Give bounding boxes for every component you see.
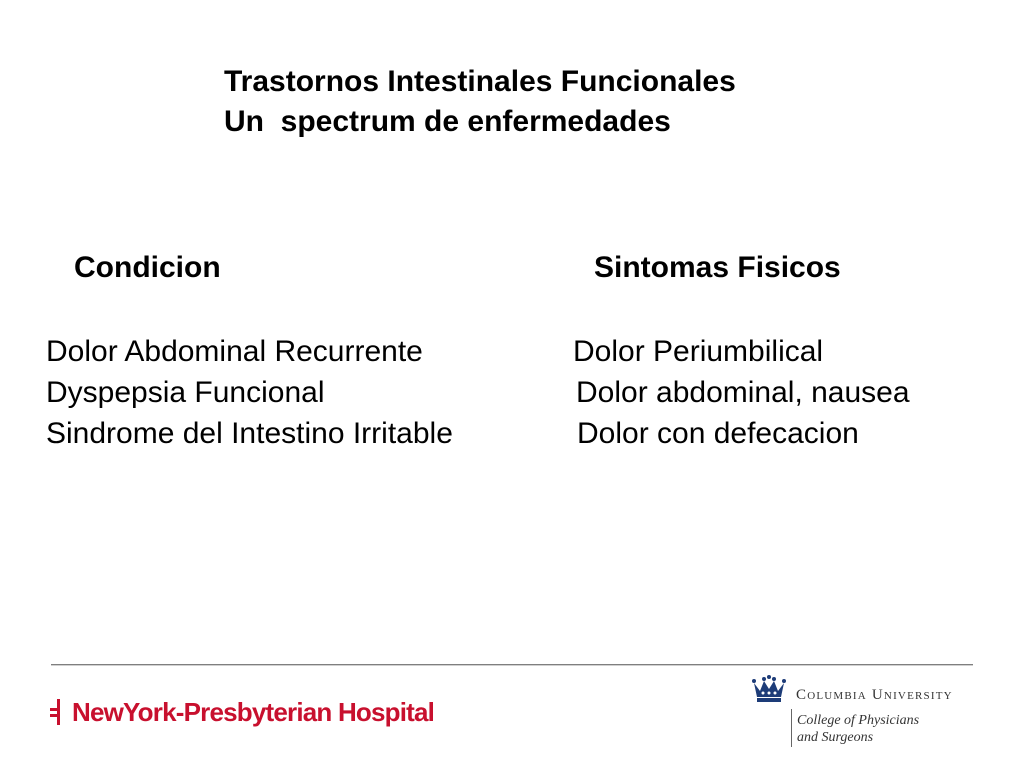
condition-item: Dolor Abdominal Recurrente: [46, 335, 423, 368]
symptom-item: Dolor con defecacion: [577, 417, 859, 450]
condition-item: Sindrome del Intestino Irritable: [46, 417, 453, 450]
columbia-divider: [791, 709, 792, 747]
nyp-logo-icon: [50, 699, 68, 725]
title-line-1: Trastornos Intestinales Funcionales: [224, 65, 736, 98]
symptom-item: Dolor abdominal, nausea: [576, 376, 910, 409]
nyp-logo: [50, 696, 434, 728]
condition-item: Dyspepsia Funcional: [46, 376, 325, 409]
columbia-university-name: Columbia University: [796, 687, 953, 703]
condition-column-header: Condicion: [74, 251, 221, 284]
symptom-item: Dolor Periumbilical: [573, 335, 824, 368]
nyp-logo-text: NewYork-Presbyterian Hospital: [72, 696, 435, 727]
symptoms-column-header: Sintomas Fisicos: [594, 251, 841, 284]
crown-icon: [752, 675, 786, 703]
columbia-college-line-2: and Surgeons: [797, 730, 874, 745]
slide-title: [224, 62, 736, 142]
columbia-college-line-1: College of Physicians: [797, 713, 920, 728]
condition-list: [46, 331, 453, 454]
title-line-2: Un spectrum de enfermedades: [224, 105, 671, 138]
footer-divider: [51, 664, 973, 666]
symptom-list: [573, 331, 910, 454]
columbia-logo: [752, 675, 972, 750]
